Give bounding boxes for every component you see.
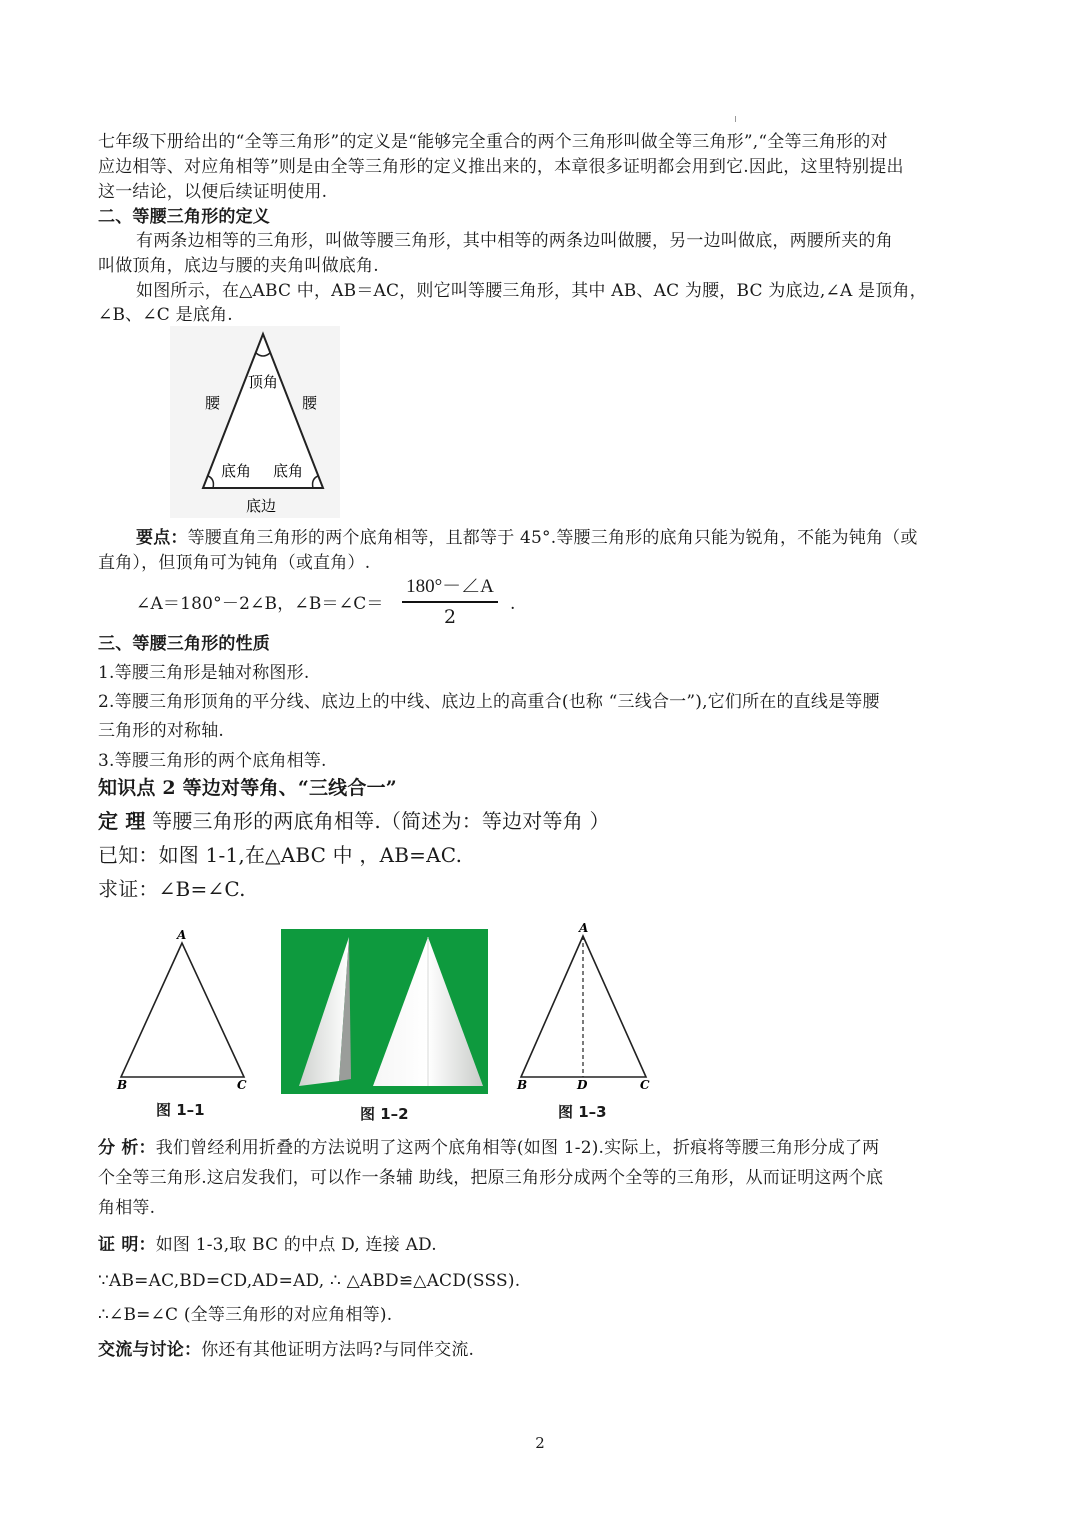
figure-1-1-caption: 图 1–1 bbox=[156, 1101, 205, 1119]
triangle-abc-shape bbox=[121, 943, 244, 1077]
given-line: 已知：如图 1-1,在△ABC 中 ，AB=AC. bbox=[98, 843, 463, 867]
figure-1-3 bbox=[506, 916, 666, 1126]
proof-line-1 bbox=[98, 1233, 437, 1257]
vertex-c-label-2: C bbox=[640, 1078, 650, 1092]
formula-numerator: 180°－∠A bbox=[406, 576, 494, 597]
left-leg-label: 腰 bbox=[205, 394, 221, 412]
isosceles-triangle-figure bbox=[170, 326, 340, 518]
intro-line-1: 七年级下册给出的“全等三角形”的定义是“能够完全重合的两个三角形叫做全等三角形”,“全等三角形的对 bbox=[98, 132, 888, 152]
property-3: 3.等腰三角形的两个底角相等. bbox=[98, 751, 327, 771]
section-2-heading: 二、等腰三角形的定义 bbox=[98, 207, 270, 227]
keypoint-label: 要点： bbox=[136, 528, 188, 548]
base-label: 底边 bbox=[246, 497, 277, 515]
analysis-text: 我们曾经利用折叠的方法说明了这两个底角相等(如图 1-2).实际上，折痕将等腰三角形分成了两 bbox=[155, 1138, 880, 1158]
proof-text: 如图 1-3,取 BC 的中点 D, 连接 AD. bbox=[155, 1235, 437, 1255]
keypoint-line-1 bbox=[136, 526, 918, 550]
discussion-label: 交流与讨论： bbox=[98, 1340, 202, 1360]
vertex-a-label: A bbox=[177, 928, 187, 942]
right-leg-label: 腰 bbox=[302, 394, 318, 412]
example-line-2: ∠B、∠C 是底角. bbox=[98, 305, 233, 325]
property-1: 1.等腰三角形是轴对称图形. bbox=[98, 663, 310, 683]
theorem-label: 定 理 bbox=[98, 809, 146, 833]
intro-line-2: 应边相等、对应角相等”则是由全等三角形的定义推出来的，本章很多证明都会用到它.因此，这里特别提出 bbox=[98, 157, 904, 177]
discussion-text: 你还有其他证明方法吗?与同伴交流. bbox=[201, 1340, 475, 1360]
formula-left: ∠A＝180°－2∠B，∠B＝∠C＝ bbox=[136, 594, 384, 614]
figure-1-3-caption: 图 1–3 bbox=[558, 1103, 607, 1121]
section-3-heading: 三、等腰三角形的性质 bbox=[98, 634, 270, 654]
theorem-text: 等腰三角形的两底角相等.（简述为：等边对等角 ） bbox=[145, 809, 610, 833]
fraction-bar bbox=[402, 601, 498, 603]
discussion-line bbox=[98, 1338, 474, 1362]
figure-1-2 bbox=[281, 929, 488, 1094]
property-2-line-2: 三角形的对称轴. bbox=[98, 721, 225, 741]
midpoint-d-label: D bbox=[577, 1078, 588, 1092]
example-line-1: 如图所示，在△ABC 中，AB＝AC，则它叫等腰三角形，其中 AB、AC 为腰，BC 为底边,∠A 是顶角， bbox=[136, 281, 927, 301]
kp2-heading: 知识点 2 等边对等角、“三线合一” bbox=[98, 777, 397, 799]
page-number: 2 bbox=[535, 1434, 545, 1452]
analysis-line-2: 个全等三角形.这启发我们，可以作一条辅 助线，把原三角形分成两个全等的三角形，从而证明这两个底 bbox=[98, 1168, 884, 1188]
vertex-c-label: C bbox=[237, 1078, 247, 1092]
formula-end: . bbox=[510, 594, 516, 614]
right-base-angle-label: 底角 bbox=[273, 462, 304, 480]
analysis-line-3: 角相等. bbox=[98, 1198, 156, 1218]
property-2-line-1: 2.等腰三角形顶角的平分线、底边上的中线、底边上的高重合(也称 “三线合一”),它们所在的直线是等腰 bbox=[98, 692, 880, 712]
apex-angle-label: 顶角 bbox=[248, 373, 279, 391]
vertex-b-label-2: B bbox=[517, 1078, 528, 1092]
intro-line-3: 这一结论，以便后续证明使用. bbox=[98, 182, 328, 202]
keypoint-text: 等腰直角三角形的两个底角相等，且都等于 45°.等腰三角形的底角只能为锐角，不能为钝角（或 bbox=[187, 528, 918, 548]
figure-1-2-caption: 图 1–2 bbox=[360, 1105, 409, 1123]
analysis-label: 分 析： bbox=[98, 1138, 156, 1158]
left-base-angle-label: 底角 bbox=[221, 462, 252, 480]
vertex-b-label: B bbox=[117, 1078, 128, 1092]
theorem-line bbox=[98, 808, 610, 834]
analysis-line-1 bbox=[98, 1136, 879, 1160]
keypoint-line-2: 直角），但顶角可为钝角（或直角）. bbox=[98, 553, 371, 573]
definition-line-2: 叫做顶角，底边与腰的夹角叫做底角. bbox=[98, 256, 379, 276]
prove-line: 求证：∠B=∠C. bbox=[98, 877, 246, 901]
header-mark bbox=[735, 116, 736, 122]
proof-line-2: ∵AB=AC,BD=CD,AD=AD, ∴ △ABD≌△ACD(SSS). bbox=[98, 1271, 521, 1291]
formula-denominator: 2 bbox=[443, 605, 457, 628]
proof-line-3: ∴∠B=∠C (全等三角形的对应角相等). bbox=[98, 1305, 393, 1325]
figure-1-1 bbox=[106, 916, 266, 1126]
definition-line-1: 有两条边相等的三角形，叫做等腰三角形，其中相等的两条边叫做腰，另一边叫做底，两腰所夹的角 bbox=[136, 231, 893, 251]
formula-fraction bbox=[402, 574, 498, 630]
proof-label: 证 明： bbox=[98, 1235, 156, 1255]
vertex-a-label-2: A bbox=[579, 921, 589, 935]
